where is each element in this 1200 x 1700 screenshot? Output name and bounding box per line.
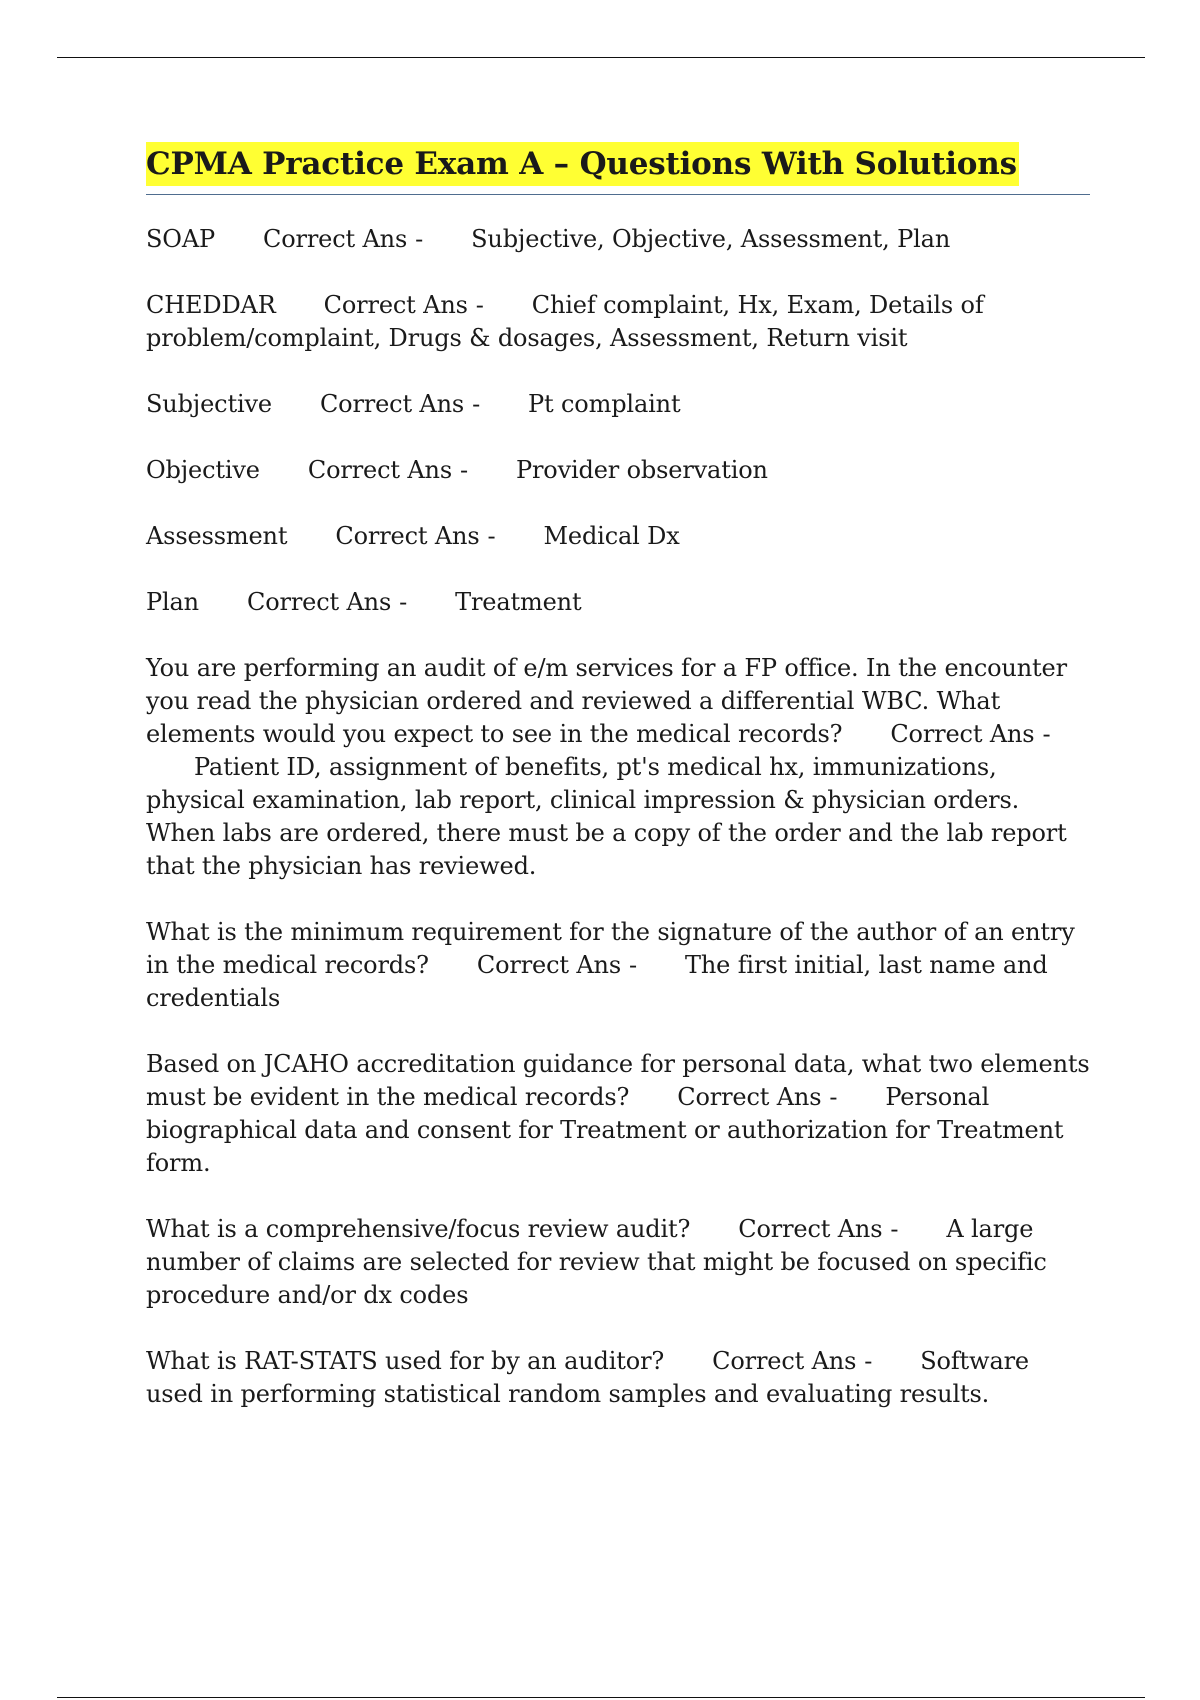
answer-separator: - — [399, 588, 408, 616]
qa-item — [146, 223, 1090, 256]
answer-label: Correct Ans — [247, 588, 392, 616]
document-title: CPMA Practice Exam A – Questions With Solutions — [146, 142, 1019, 186]
answer-separator: - — [829, 1083, 838, 1111]
qa-item — [146, 289, 1090, 355]
document-body — [146, 142, 1090, 1444]
answer-separator: - — [472, 390, 481, 418]
answer-text: Subjective, Objective, Assessment, Plan — [471, 225, 951, 253]
answer-separator: - — [864, 1347, 873, 1375]
question-text: Plan — [146, 588, 199, 616]
answer-label: Correct Ans — [335, 522, 480, 550]
question-text: What is the minimum requirement for the signature of the author of an entry in the medical records? — [146, 918, 1075, 979]
qa-item — [146, 388, 1090, 421]
answer-separator: - — [460, 456, 468, 484]
answer-text: Chief complaint, Hx, Exam, Details of problem/complaint, Drugs & dosages, Assessment, Return visit — [146, 291, 984, 352]
answer-text: Pt complaint — [528, 390, 681, 418]
qa-item — [146, 454, 1090, 487]
answer-label: Correct Ans — [323, 291, 468, 319]
answer-separator: - — [475, 291, 484, 319]
answer-label: Correct Ans — [677, 1083, 822, 1111]
answer-text: A large number of claims are selected for review that might be focused on specific procedure and/or dx codes — [146, 1215, 1047, 1309]
header-rule — [57, 57, 1145, 58]
answer-separator: - — [415, 225, 424, 253]
qa-item — [146, 652, 1090, 883]
answer-text: Medical Dx — [543, 522, 680, 550]
question-text: Based on JCAHO accreditation guidance for personal data, what two elements must be evident in the medical records? — [146, 1050, 1090, 1111]
question-text: CHEDDAR — [146, 291, 276, 319]
question-text: You are performing an audit of e/m services for a FP office. In the encounter you read the physician ordered and reviewed a differential WBC. What elements would you expect to see in the medical records? — [146, 654, 1067, 748]
answer-separator: - — [629, 951, 637, 979]
qa-item — [146, 916, 1090, 1015]
answer-separator: - — [1042, 720, 1051, 748]
answer-label: Correct Ans — [319, 390, 465, 418]
answer-label: Correct Ans — [476, 951, 622, 979]
qa-item — [146, 1213, 1090, 1312]
answer-label: Correct Ans — [307, 456, 452, 484]
question-text: What is a comprehensive/focus review audit? — [146, 1215, 691, 1243]
question-text: SOAP — [146, 225, 215, 253]
answer-label: Correct Ans — [890, 720, 1035, 748]
answer-label: Correct Ans — [738, 1215, 883, 1243]
qa-item — [146, 586, 1090, 619]
answer-text: Patient ID, assignment of benefits, pt's medical hx, immunizations, physical examination, lab report, clinical impression & physician orders. When labs are ordered, there must be a copy of the order and the lab report that the physician has reviewed. — [146, 753, 1067, 880]
answer-text: Personal biographical data and consent for Treatment or authorization for Treatment form. — [146, 1083, 1064, 1177]
question-text: Subjective — [146, 390, 272, 418]
answer-separator: - — [890, 1215, 899, 1243]
qa-item — [146, 1048, 1090, 1180]
qa-item — [146, 1345, 1090, 1411]
answer-separator: - — [487, 522, 496, 550]
answer-text: Software used in performing statistical random samples and evaluating results. — [146, 1347, 1029, 1408]
answer-text: The first initial, last name and credentials — [146, 951, 1048, 1012]
answer-text: Provider observation — [515, 456, 768, 484]
qa-item — [146, 520, 1090, 553]
answer-label: Correct Ans — [263, 225, 408, 253]
answer-text: Treatment — [455, 588, 582, 616]
title-block — [146, 142, 1090, 195]
question-text: Objective — [146, 456, 260, 484]
question-text: Assessment — [146, 522, 288, 550]
answer-label: Correct Ans — [712, 1347, 857, 1375]
footer-rule — [57, 1697, 1145, 1698]
question-text: What is RAT-STATS used for by an auditor? — [146, 1347, 665, 1375]
